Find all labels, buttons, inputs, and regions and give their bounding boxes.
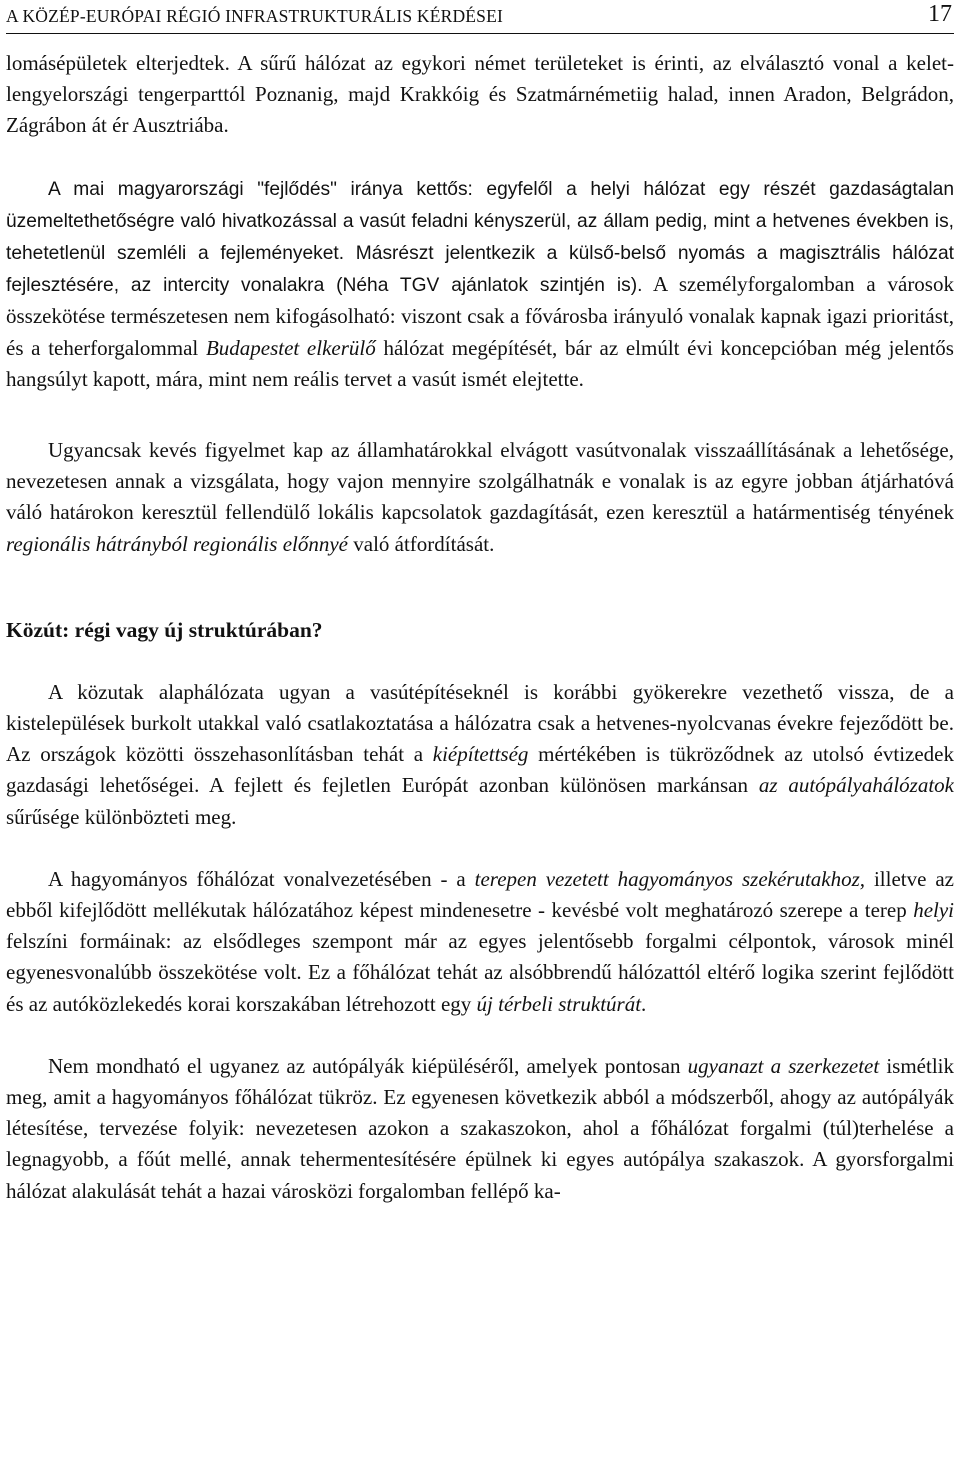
emphasis-text: helyi [913,898,954,923]
paragraph-gap [6,142,954,173]
paragraph-text: való átfordítását. [348,531,495,556]
body-text [6,48,954,1207]
page-number: 17 [928,1,952,27]
section-gap [6,560,954,614]
paragraph-text: felszíni formáinak: az elsődleges szempont már az egyes jelentősebb forgalmi célpontok, városok minél egyenesvonalúbb összekötése volt. Ez a főhálózat tehát az alsóbbrendű hálózattól eltérő logika szerint fejlődött és az autóközlekedés korai korszakában létrehozott egy [6,929,954,1016]
paragraph-road-network [6,677,954,833]
paragraph-gap [6,1020,954,1051]
paragraph-main-network [6,864,954,1020]
paragraph-text: sűrűsége különbözteti meg. [6,804,237,829]
paragraph-gap [6,646,954,677]
header-title: A KÖZÉP-EURÓPAI RÉGIÓ INFRASTRUKTURÁLIS KÉRDÉSEI [6,6,504,26]
emphasis-text: új térbeli struktúrát [476,991,642,1016]
emphasis-text: Budapestet elkerülő [205,335,376,360]
section-heading: Közút: régi vagy új struktúrában? [6,617,323,642]
emphasis-text: ugyanazt a szerkezetet [687,1053,880,1078]
paragraph-text: Ugyancsak kevés figyelmet kap az államhatárokkal elvágott vasútvonalak visszaállításának a lehetősége, nevezetesen annak a vizsgálata, hogy vajon mennyire szolgálhatnák e vonalak is az egyre jobban átjárhatóvá váló határokon keresztül fellendülő lokális kapcsolatok gazdagítását, ezen keresztül a határmentiség tényének [6,438,954,525]
paragraph-motorways [6,1051,954,1207]
paragraph-text: lomásépületek elterjedtek. A sűrű hálózat az egykori német területeket is érinti, az elválasztó vonal a kelet-lengyelországi tengerparttól Poznanig, majd Krakkóig és Szatmárnémetiig halad, innen Aradon, Belgrádon, Zágrábon át ér Ausztriába. [6,51,954,138]
paragraph-text: hálózat megépítését, bár az elmúlt évi koncepcióban még jelentős hangsúlyt kapott, mára, mint nem reális tervet a vasút ismét elejtette. [6,335,954,391]
running-header [6,0,954,34]
paragraph-text: A közutak alaphálózata ugyan a vasútépítéseknél is korábbi gyökerekre vezethető vissza, de a kistelepülések burkolt utakkal való csatlakoztatása a hálózatra csak a hetvenes-nyolcvanas évekre fejeződött be. Az országok közötti összehasonlításban tehát a [6,679,954,767]
paragraph-text: A hagyományos főhálózat vonalvezetésében - a [48,866,475,891]
paragraph-text-sans: A mai magyarországi "fejlődés" iránya kettős: egyfelől a helyi hálózat egy részét gazdaságtalan üzemeltethetőségre való hivatkozással a vasút feladni kényszerül, az állam pedig, mint a hetvenes években is, tehetetlenül szemléli a fejleményeket. Másrészt jelentkezik a külső-belső nyomás a magisztrális hálózat fejlesztésére, az intercity vonalakra (Néha TGV ajánlatok szintjén is). [6,178,954,297]
emphasis-text: kiépítettség [432,742,529,767]
paragraph-text: mértékében is tükröződnek az utolsó évtizedek gazdasági lehetőségei. A fejlett és fejletlen Európát azonban különösen markánsan [6,742,954,798]
paragraph-text: Nem mondható el ugyanez az autópályák kiépüléséről, amelyek pontosan [48,1053,688,1078]
paragraph-cross-border-lines [6,435,954,560]
emphasis-text: regionális hátrányból regionális előnnyé [6,531,348,556]
paragraph-text: ismétlik meg, amit a hagyományos főhálózat tükröz. Ez egyenesen következik abból a módszerből, ahogy az autópályák létesítése, tervezése folyik: nevezetesen azokon a szakaszokon, ahol a főhálózat forgalmi (túl)terhelése a legnagyobb, a főút mellé, annak tehermentesítésére épülnek ki egyes autópálya szakaszok. A gyorsforgalmi hálózat alakulását tehát a hazai városközi forgalomban fellépő ka- [6,1053,954,1203]
paragraph-gap [6,395,954,435]
paragraph-text: illetve az ebből kifejlődött mellékutak hálózatához képest mindenesetre - kevésbé volt meghatározó szerepe a terep [6,866,954,923]
document-page [6,0,954,1458]
paragraph-railway-development [6,173,954,395]
emphasis-text: terepen vezetett hagyományos szekérutakhoz, [474,866,866,891]
emphasis-text: az autópályahálózatok [758,773,954,798]
paragraph-continuation [6,48,954,142]
paragraph-text: A személyforgalomban a városok összekötése természetesen nem kifogásolható: viszont csak a fővárosba irányuló vonalak kapnak igazi prioritást, és a teherforgalommal [6,272,954,360]
paragraph-text: . [641,991,647,1016]
paragraph-gap [6,833,954,864]
